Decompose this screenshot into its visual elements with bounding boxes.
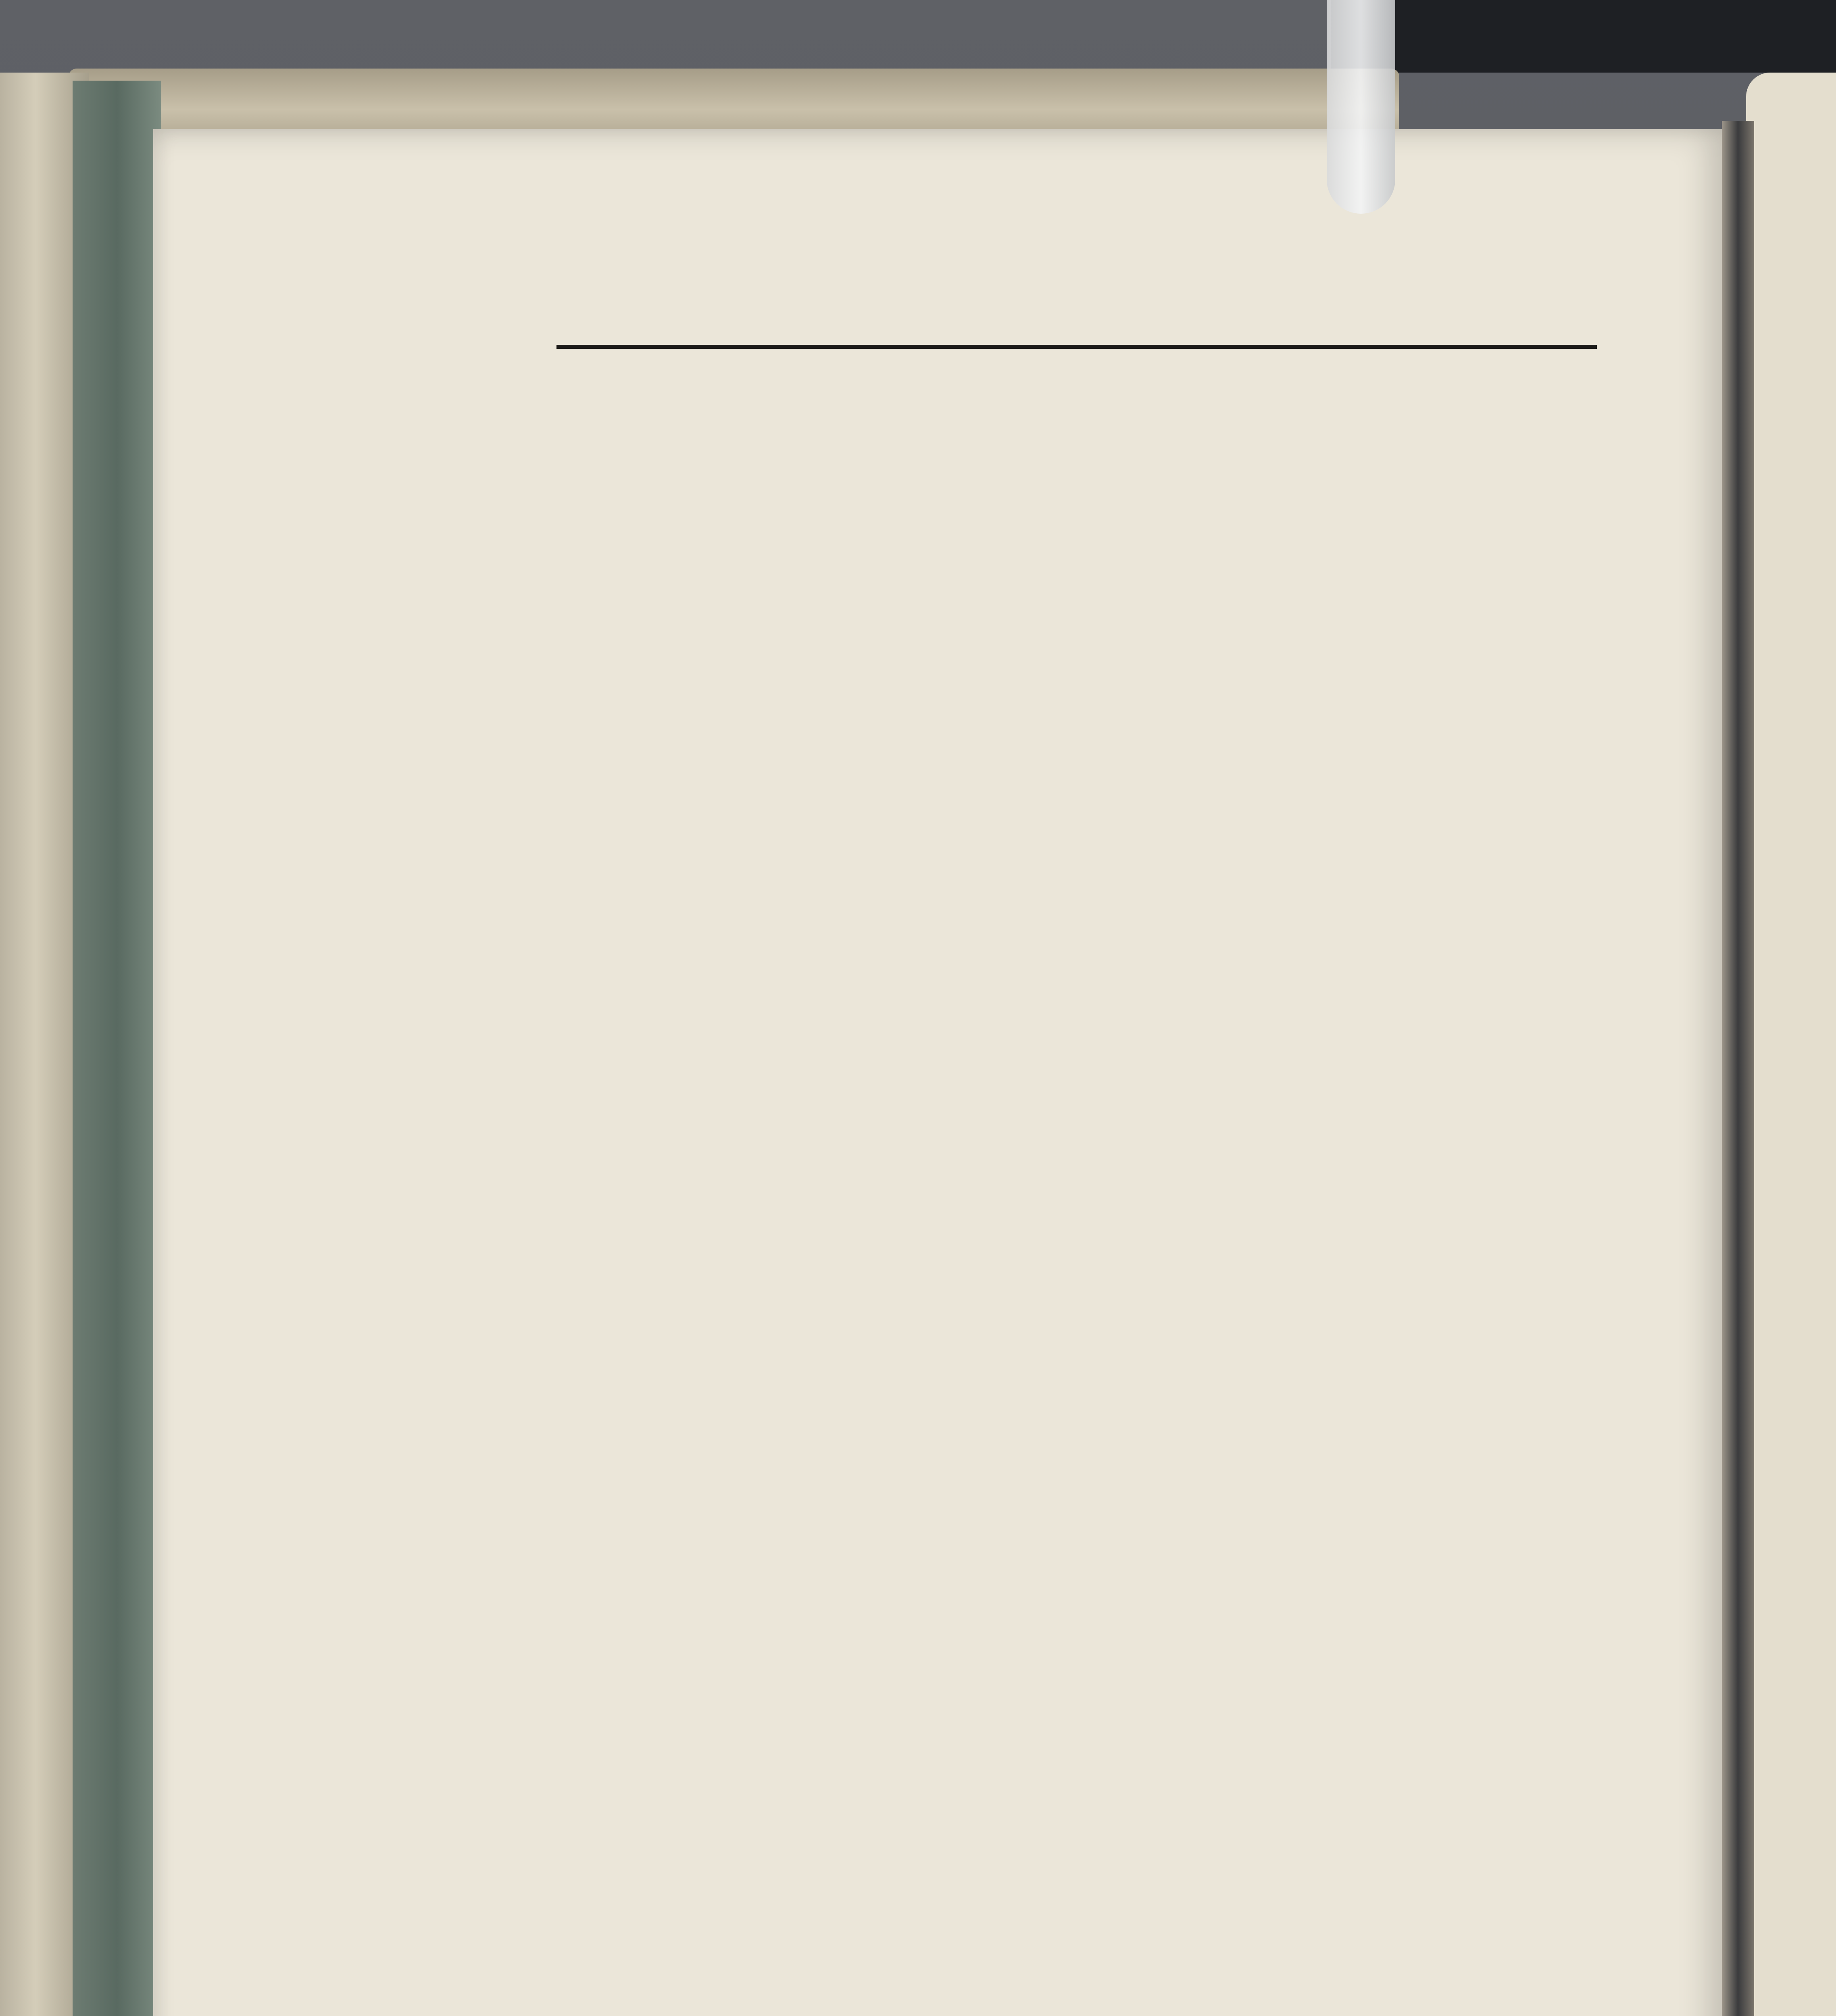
book-top-edge — [69, 69, 1399, 137]
head-rule — [556, 345, 1597, 349]
book-gutter — [1722, 121, 1754, 2016]
page-block-edge — [73, 81, 161, 2016]
body-text — [552, 359, 1601, 1859]
page-clip — [1327, 0, 1395, 214]
facing-page — [1746, 73, 1836, 2016]
border-bottom-ornament — [464, 1927, 1657, 2016]
scan-dark-corner — [1331, 0, 1836, 73]
border-top-ornament — [464, 234, 1657, 298]
border-left-ornament — [464, 298, 536, 1984]
